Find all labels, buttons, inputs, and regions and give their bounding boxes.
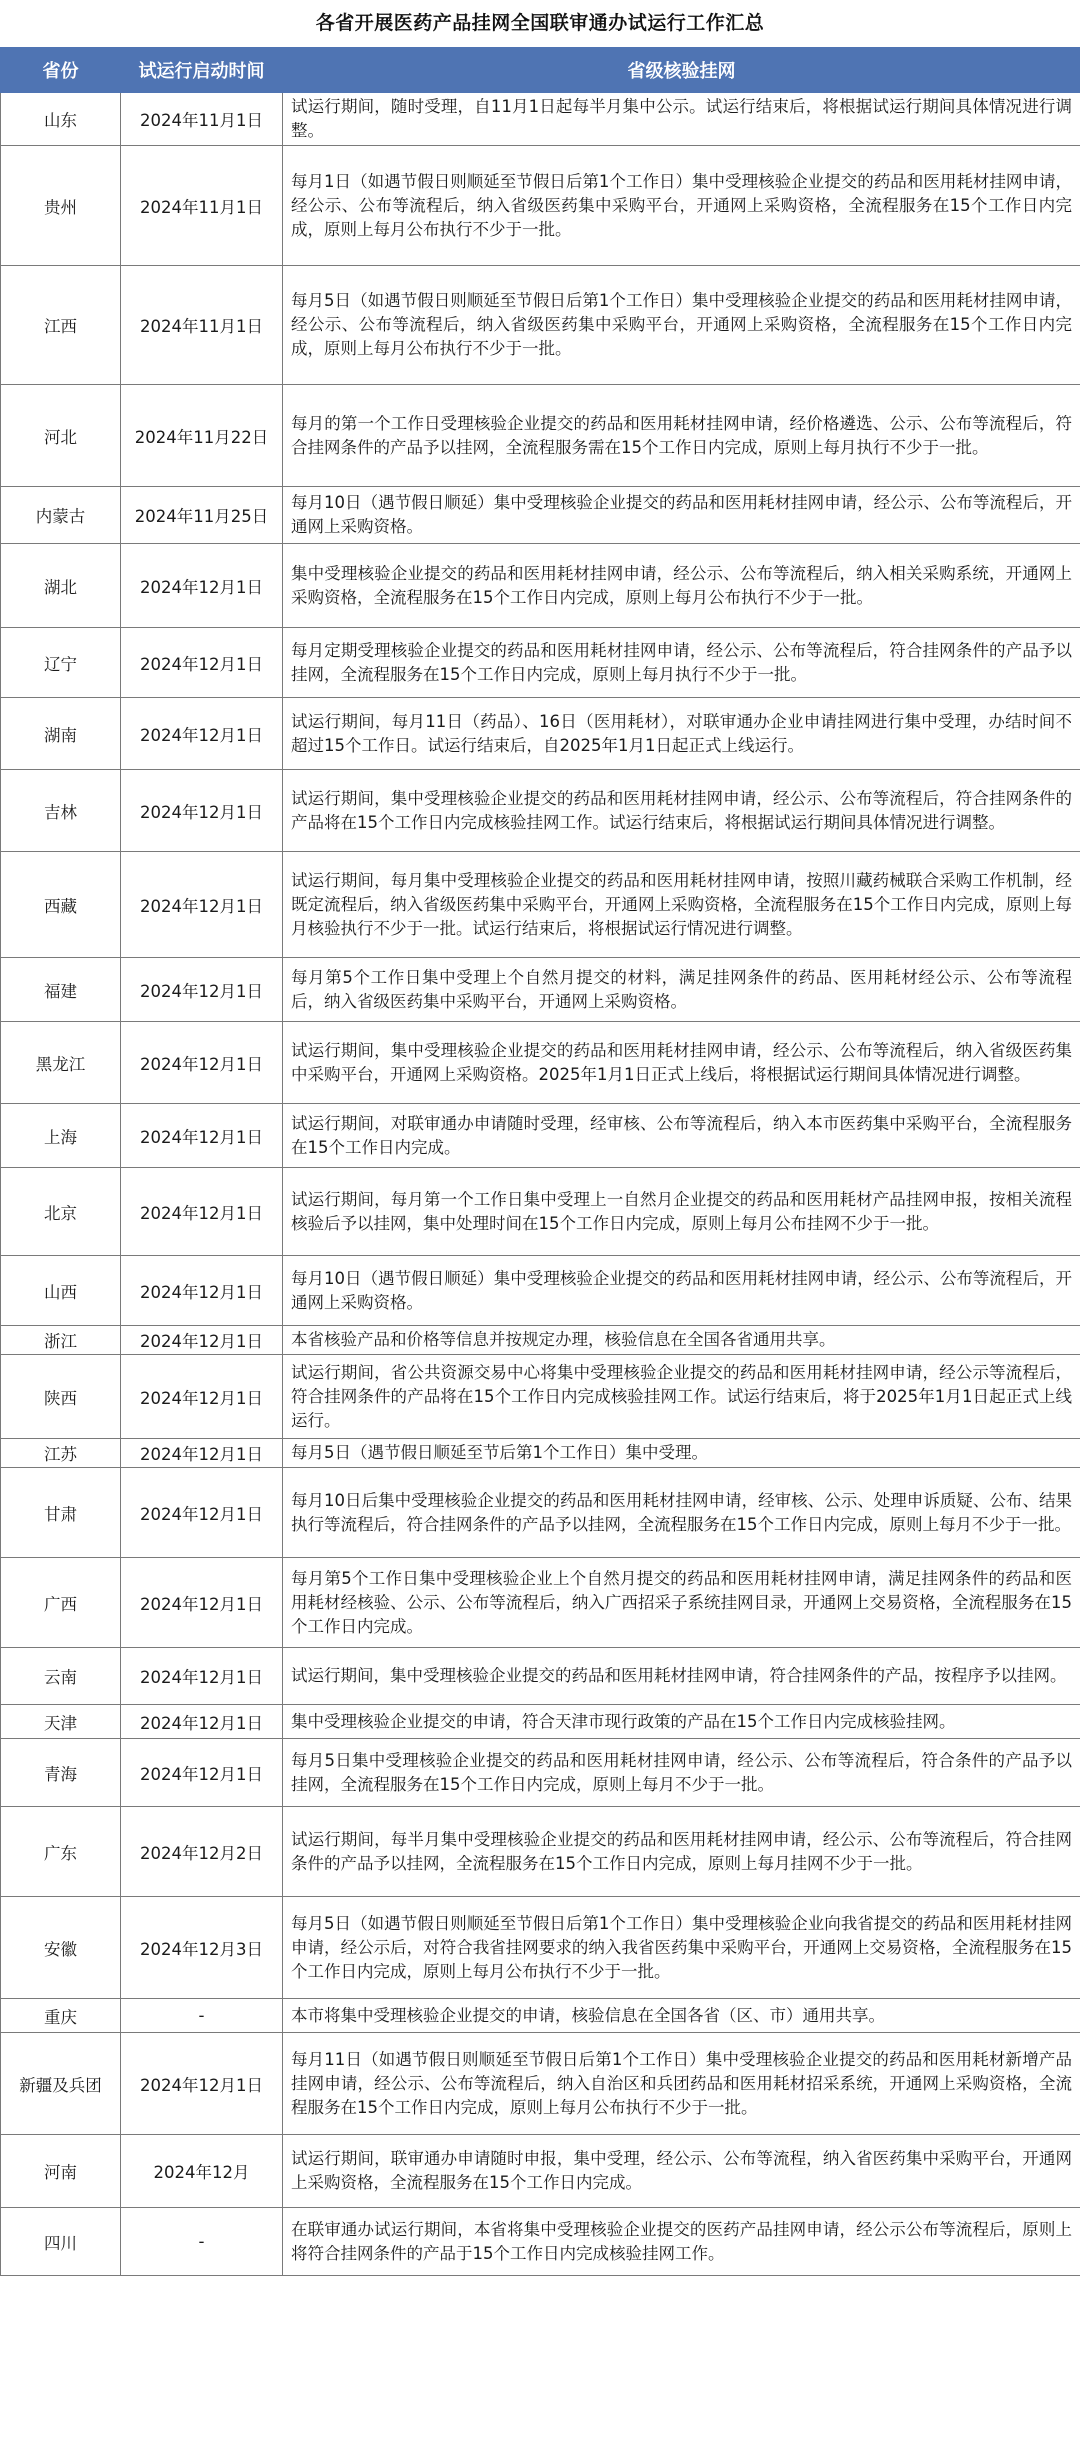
province-cell: 北京 bbox=[1, 1168, 121, 1256]
review-desc-cell: 试运行期间，每月第一个工作日集中受理上一自然月企业提交的药品和医用耗材产品挂网申报，按相关流程核验后予以挂网，集中处理时间在15个工作日内完成，原则上每月公布挂网不少于一批。 bbox=[283, 1168, 1080, 1256]
table-row bbox=[1, 1648, 1080, 1705]
start-date-cell: 2024年12月1日 bbox=[121, 544, 283, 628]
province-cell: 福建 bbox=[1, 958, 121, 1022]
province-cell: 湖南 bbox=[1, 698, 121, 770]
start-date-cell: - bbox=[121, 2208, 283, 2276]
province-cell: 云南 bbox=[1, 1648, 121, 1705]
review-desc-cell: 每月5日集中受理核验企业提交的药品和医用耗材挂网申请，经公示、公布等流程后，符合条件的产品予以挂网，全流程服务在15个工作日内完成，原则上每月不少于一批。 bbox=[283, 1739, 1080, 1807]
review-desc-cell: 试运行期间，每半月集中受理核验企业提交的药品和医用耗材挂网申请，经公示、公布等流程后，符合挂网条件的产品予以挂网，全流程服务在15个工作日内完成，原则上每月挂网不少于一批。 bbox=[283, 1807, 1080, 1897]
table-row bbox=[1, 1355, 1080, 1439]
province-cell: 江西 bbox=[1, 266, 121, 385]
review-desc-cell: 每月10日后集中受理核验企业提交的药品和医用耗材挂网申请，经审核、公示、处理申诉质疑、公布、结果执行等流程后，符合挂网条件的产品予以挂网，全流程服务在15个工作日内完成，原则上每月不少于一批。 bbox=[283, 1468, 1080, 1558]
review-desc-cell: 每月5日（如遇节假日则顺延至节假日后第1个工作日）集中受理核验企业提交的药品和医用耗材挂网申请，经公示、公布等流程后，纳入省级医药集中采购平台，开通网上采购资格，全流程服务在15个工作日内完成，原则上每月公布执行不少于一批。 bbox=[283, 266, 1080, 385]
table-row bbox=[1, 1897, 1080, 1999]
province-cell: 新疆及兵团 bbox=[1, 2033, 121, 2135]
table-row bbox=[1, 698, 1080, 770]
province-cell: 湖北 bbox=[1, 544, 121, 628]
start-date-cell: 2024年12月1日 bbox=[121, 1439, 283, 1468]
review-desc-cell: 试运行期间，随时受理，自11月1日起每半月集中公示。试运行结束后，将根据试运行期间具体情况进行调整。 bbox=[283, 93, 1080, 146]
province-cell: 广西 bbox=[1, 1558, 121, 1648]
table-row bbox=[1, 958, 1080, 1022]
start-date-cell: 2024年12月1日 bbox=[121, 1022, 283, 1104]
start-date-cell: 2024年12月1日 bbox=[121, 1326, 283, 1355]
province-cell: 甘肃 bbox=[1, 1468, 121, 1558]
province-cell: 重庆 bbox=[1, 1999, 121, 2033]
review-desc-cell: 每月10日（遇节假日顺延）集中受理核验企业提交的药品和医用耗材挂网申请，经公示、公布等流程后，开通网上采购资格。 bbox=[283, 1256, 1080, 1326]
table-row bbox=[1, 487, 1080, 544]
province-cell: 四川 bbox=[1, 2208, 121, 2276]
table-row bbox=[1, 1739, 1080, 1807]
start-date-cell: 2024年12月1日 bbox=[121, 958, 283, 1022]
start-date-cell: 2024年11月1日 bbox=[121, 93, 283, 146]
review-desc-cell: 本市将集中受理核验企业提交的申请，核验信息在全国各省（区、市）通用共享。 bbox=[283, 1999, 1080, 2033]
start-date-cell: 2024年12月1日 bbox=[121, 1648, 283, 1705]
review-desc-cell: 集中受理核验企业提交的药品和医用耗材挂网申请，经公示、公布等流程后，纳入相关采购系统，开通网上采购资格，全流程服务在15个工作日内完成，原则上每月公布执行不少于一批。 bbox=[283, 544, 1080, 628]
table-row bbox=[1, 1439, 1080, 1468]
review-desc-cell: 在联审通办试运行期间，本省将集中受理核验企业提交的医药产品挂网申请，经公示公布等流程后，原则上将符合挂网条件的产品于15个工作日内完成核验挂网工作。 bbox=[283, 2208, 1080, 2276]
summary-table bbox=[0, 47, 1080, 2276]
province-cell: 浙江 bbox=[1, 1326, 121, 1355]
start-date-cell: 2024年12月 bbox=[121, 2135, 283, 2208]
review-desc-cell: 试运行期间，省公共资源交易中心将集中受理核验企业提交的药品和医用耗材挂网申请，经公示等流程后，符合挂网条件的产品将在15个工作日内完成核验挂网工作。试运行结束后，将于2025年1月1日起正式上线运行。 bbox=[283, 1355, 1080, 1439]
table-row bbox=[1, 1326, 1080, 1355]
province-cell: 辽宁 bbox=[1, 628, 121, 698]
table-row bbox=[1, 1999, 1080, 2033]
review-desc-cell: 每月第5个工作日集中受理上个自然月提交的材料，满足挂网条件的药品、医用耗材经公示、公布等流程后，纳入省级医药集中采购平台，开通网上采购资格。 bbox=[283, 958, 1080, 1022]
province-cell: 内蒙古 bbox=[1, 487, 121, 544]
start-date-cell: 2024年11月22日 bbox=[121, 385, 283, 487]
table-row bbox=[1, 146, 1080, 266]
start-date-cell: 2024年12月1日 bbox=[121, 1705, 283, 1739]
review-desc-cell: 试运行期间，对联审通办申请随时受理，经审核、公布等流程后，纳入本市医药集中采购平台，全流程服务在15个工作日内完成。 bbox=[283, 1104, 1080, 1168]
start-date-cell: - bbox=[121, 1999, 283, 2033]
start-date-cell: 2024年11月1日 bbox=[121, 146, 283, 266]
review-desc-cell: 试运行期间，每月11日（药品）、16日（医用耗材），对联审通办企业申请挂网进行集中受理，办结时间不超过15个工作日。试运行结束后，自2025年1月1日起正式上线运行。 bbox=[283, 698, 1080, 770]
table-row bbox=[1, 1807, 1080, 1897]
province-cell: 贵州 bbox=[1, 146, 121, 266]
document-title: 各省开展医药产品挂网全国联审通办试运行工作汇总 bbox=[315, 12, 765, 34]
header-province: 省份 bbox=[1, 48, 121, 93]
review-desc-cell: 每月第5个工作日集中受理核验企业上个自然月提交的药品和医用耗材挂网申请，满足挂网条件的药品和医用耗材经核验、公示、公布等流程后，纳入广西招采子系统挂网目录，开通网上交易资格，全流程服务在15个工作日内完成。 bbox=[283, 1558, 1080, 1648]
province-cell: 山西 bbox=[1, 1256, 121, 1326]
table-row bbox=[1, 1168, 1080, 1256]
province-cell: 江苏 bbox=[1, 1439, 121, 1468]
review-desc-cell: 集中受理核验企业提交的申请，符合天津市现行政策的产品在15个工作日内完成核验挂网。 bbox=[283, 1705, 1080, 1739]
table-body bbox=[1, 93, 1080, 2276]
review-desc-cell: 试运行期间，集中受理核验企业提交的药品和医用耗材挂网申请，经公示、公布等流程后，纳入省级医药集中采购平台，开通网上采购资格。2025年1月1日正式上线后，将根据试运行期间具体情况进行调整。 bbox=[283, 1022, 1080, 1104]
review-desc-cell: 每月11日（如遇节假日则顺延至节假日后第1个工作日）集中受理核验企业提交的药品和医用耗材新增产品挂网申请，经公示、公布等流程后，纳入自治区和兵团药品和医用耗材招采系统，开通网上采购资格，全流程服务在15个工作日内完成，原则上每月公布执行不少于一批。 bbox=[283, 2033, 1080, 2135]
table-row bbox=[1, 1022, 1080, 1104]
province-cell: 西藏 bbox=[1, 852, 121, 958]
province-cell: 山东 bbox=[1, 93, 121, 146]
start-date-cell: 2024年12月2日 bbox=[121, 1807, 283, 1897]
start-date-cell: 2024年12月1日 bbox=[121, 1468, 283, 1558]
review-desc-cell: 试运行期间，集中受理核验企业提交的药品和医用耗材挂网申请，经公示、公布等流程后，符合挂网条件的产品将在15个工作日内完成核验挂网工作。试运行结束后，将根据试运行期间具体情况进行调整。 bbox=[283, 770, 1080, 852]
review-desc-cell: 试运行期间，每月集中受理核验企业提交的药品和医用耗材挂网申请，按照川藏药械联合采购工作机制，经既定流程后，纳入省级医药集中采购平台，开通网上采购资格，全流程服务在15个工作日内完成，原则上每月核验执行不少于一批。试运行结束后，将根据试运行情况进行调整。 bbox=[283, 852, 1080, 958]
table-row bbox=[1, 1256, 1080, 1326]
table-row bbox=[1, 1558, 1080, 1648]
start-date-cell: 2024年12月1日 bbox=[121, 1558, 283, 1648]
table-row bbox=[1, 852, 1080, 958]
start-date-cell: 2024年12月1日 bbox=[121, 770, 283, 852]
start-date-cell: 2024年12月1日 bbox=[121, 2033, 283, 2135]
province-cell: 青海 bbox=[1, 1739, 121, 1807]
start-date-cell: 2024年11月1日 bbox=[121, 266, 283, 385]
table-header bbox=[1, 48, 1080, 93]
province-cell: 安徽 bbox=[1, 1897, 121, 1999]
start-date-cell: 2024年11月25日 bbox=[121, 487, 283, 544]
review-desc-cell: 每月1日（如遇节假日则顺延至节假日后第1个工作日）集中受理核验企业提交的药品和医用耗材挂网申请，经公示、公布等流程后，纳入省级医药集中采购平台，开通网上采购资格，全流程服务在15个工作日内完成，原则上每月公布执行不少于一批。 bbox=[283, 146, 1080, 266]
review-desc-cell: 每月5日（如遇节假日则顺延至节假日后第1个工作日）集中受理核验企业向我省提交的药品和医用耗材挂网申请，经公示后，对符合我省挂网要求的纳入我省医药集中采购平台，开通网上交易资格，全流程服务在15个工作日内完成，原则上每月公布执行不少于一批。 bbox=[283, 1897, 1080, 1999]
table-row bbox=[1, 2208, 1080, 2276]
start-date-cell: 2024年12月1日 bbox=[121, 1355, 283, 1439]
review-desc-cell: 每月10日（遇节假日顺延）集中受理核验企业提交的药品和医用耗材挂网申请，经公示、公布等流程后，开通网上采购资格。 bbox=[283, 487, 1080, 544]
table-row bbox=[1, 1705, 1080, 1739]
table-row bbox=[1, 2033, 1080, 2135]
province-cell: 陕西 bbox=[1, 1355, 121, 1439]
start-date-cell: 2024年12月1日 bbox=[121, 852, 283, 958]
start-date-cell: 2024年12月1日 bbox=[121, 1256, 283, 1326]
table-row bbox=[1, 1468, 1080, 1558]
start-date-cell: 2024年12月1日 bbox=[121, 628, 283, 698]
start-date-cell: 2024年12月1日 bbox=[121, 1168, 283, 1256]
province-cell: 天津 bbox=[1, 1705, 121, 1739]
province-cell: 河南 bbox=[1, 2135, 121, 2208]
table-row bbox=[1, 385, 1080, 487]
province-cell: 河北 bbox=[1, 385, 121, 487]
review-desc-cell: 每月5日（遇节假日顺延至节后第1个工作日）集中受理。 bbox=[283, 1439, 1080, 1468]
review-desc-cell: 每月定期受理核验企业提交的药品和医用耗材挂网申请，经公示、公布等流程后，符合挂网条件的产品予以挂网，全流程服务在15个工作日内完成，原则上每月执行不少于一批。 bbox=[283, 628, 1080, 698]
province-cell: 广东 bbox=[1, 1807, 121, 1897]
start-date-cell: 2024年12月1日 bbox=[121, 1739, 283, 1807]
header-start-date: 试运行启动时间 bbox=[121, 48, 283, 93]
review-desc-cell: 每月的第一个工作日受理核验企业提交的药品和医用耗材挂网申请，经价格遴选、公示、公布等流程后，符合挂网条件的产品予以挂网，全流程服务需在15个工作日内完成，原则上每月执行不少于一批。 bbox=[283, 385, 1080, 487]
table-row bbox=[1, 2135, 1080, 2208]
province-cell: 黑龙江 bbox=[1, 1022, 121, 1104]
header-review: 省级核验挂网 bbox=[283, 48, 1080, 93]
start-date-cell: 2024年12月3日 bbox=[121, 1897, 283, 1999]
review-desc-cell: 试运行期间，集中受理核验企业提交的药品和医用耗材挂网申请，符合挂网条件的产品，按程序予以挂网。 bbox=[283, 1648, 1080, 1705]
table-row bbox=[1, 544, 1080, 628]
review-desc-cell: 本省核验产品和价格等信息并按规定办理，核验信息在全国各省通用共享。 bbox=[283, 1326, 1080, 1355]
table-row bbox=[1, 93, 1080, 146]
review-desc-cell: 试运行期间，联审通办申请随时申报，集中受理，经公示、公布等流程，纳入省医药集中采购平台，开通网上采购资格，全流程服务在15个工作日内完成。 bbox=[283, 2135, 1080, 2208]
start-date-cell: 2024年12月1日 bbox=[121, 1104, 283, 1168]
province-cell: 吉林 bbox=[1, 770, 121, 852]
province-cell: 上海 bbox=[1, 1104, 121, 1168]
table-row bbox=[1, 770, 1080, 852]
header-row bbox=[1, 48, 1080, 93]
start-date-cell: 2024年12月1日 bbox=[121, 698, 283, 770]
table-row bbox=[1, 628, 1080, 698]
table-row bbox=[1, 1104, 1080, 1168]
table-row bbox=[1, 266, 1080, 385]
